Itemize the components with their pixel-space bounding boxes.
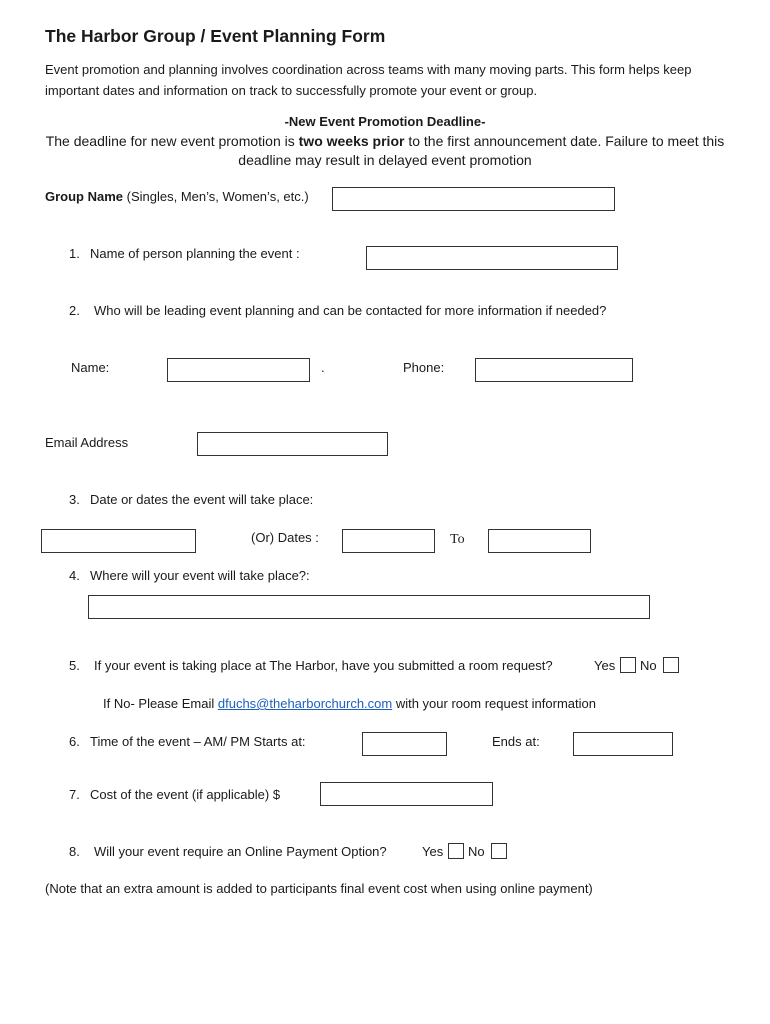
room-request-note-post: with your room request information: [392, 696, 596, 711]
intro-paragraph: Event promotion and planning involves coordination across teams with many moving parts. This form helps keep important dates and information on track to successfully promote your event or group.: [45, 62, 692, 98]
deadline-text-pre: The deadline for new event promotion is: [45, 133, 299, 149]
q5-no-checkbox[interactable]: [663, 657, 679, 673]
q2-number: 2.: [69, 303, 80, 318]
q2-label: Who will be leading event planning and can be contacted for more information if needed?: [94, 303, 607, 318]
deadline-text-post: to the first announcement date. Failure to meet this: [404, 133, 725, 149]
q5-yes-checkbox[interactable]: [620, 657, 636, 673]
q6-label: Time of the event – AM/ PM Starts at:: [90, 734, 306, 749]
q6-number: 6.: [69, 734, 80, 749]
contact-name-label: Name:: [71, 360, 110, 375]
contact-phone-label: Phone:: [403, 360, 445, 375]
payment-note: (Note that an extra amount is added to participants final event cost when using online payment): [45, 881, 593, 896]
deadline-line-1: [0, 133, 770, 149]
q8-yes-label: Yes: [422, 844, 444, 859]
q5-number: 5.: [69, 658, 80, 673]
group-name-label: [45, 189, 309, 204]
q1-label: Name of person planning the event :: [90, 246, 300, 261]
q8-number: 8.: [69, 844, 80, 859]
q8-no-checkbox[interactable]: [491, 843, 507, 859]
start-time-field[interactable]: [362, 732, 447, 756]
deadline-heading: -New Event Promotion Deadline-: [284, 114, 486, 129]
q5-no-label: No: [640, 658, 657, 673]
cost-field[interactable]: [320, 782, 493, 806]
group-name-field[interactable]: [332, 187, 615, 211]
date-from-field[interactable]: [342, 529, 435, 553]
separator-dot: .: [321, 360, 325, 375]
group-name-label-bold: Group Name: [45, 189, 124, 204]
q7-label: Cost of the event (if applicable) $: [90, 787, 281, 802]
end-time-field[interactable]: [573, 732, 673, 756]
q5-yes-label: Yes: [594, 658, 616, 673]
email-label: Email Address: [45, 435, 129, 450]
q7-number: 7.: [69, 787, 80, 802]
or-dates-label: (Or) Dates :: [251, 530, 319, 545]
date-to-field[interactable]: [488, 529, 591, 553]
contact-name-field[interactable]: [167, 358, 310, 382]
q8-label: Will your event require an Online Payment Option?: [94, 844, 387, 859]
event-date-field[interactable]: [41, 529, 196, 553]
date-to-label: To: [450, 532, 465, 547]
group-name-label-hint: (Singles, Men’s, Women’s, etc.): [123, 189, 309, 204]
q8-yes-checkbox[interactable]: [448, 843, 464, 859]
page-title: The Harbor Group / Event Planning Form: [45, 26, 386, 46]
q1-number: 1.: [69, 246, 80, 261]
q3-number: 3.: [69, 492, 80, 507]
q4-label: Where will your event will take place?:: [90, 568, 310, 583]
event-location-field[interactable]: [88, 595, 650, 619]
q4-number: 4.: [69, 568, 80, 583]
q8-no-label: No: [468, 844, 485, 859]
deadline-text-bold: two weeks prior: [298, 133, 405, 149]
email-link[interactable]: dfuchs@theharborchurch.com: [217, 696, 393, 711]
email-field[interactable]: [197, 432, 388, 456]
room-request-note-pre: If No- Please Email: [103, 696, 218, 711]
planner-name-field[interactable]: [366, 246, 618, 270]
q5-label: If your event is taking place at The Harbor, have you submitted a room request?: [94, 658, 553, 673]
ends-at-label: Ends at:: [492, 734, 540, 749]
contact-phone-field[interactable]: [475, 358, 633, 382]
room-request-note: [103, 696, 596, 711]
deadline-line-2: deadline may result in delayed event promotion: [238, 152, 532, 168]
q3-label: Date or dates the event will take place:: [90, 492, 314, 507]
